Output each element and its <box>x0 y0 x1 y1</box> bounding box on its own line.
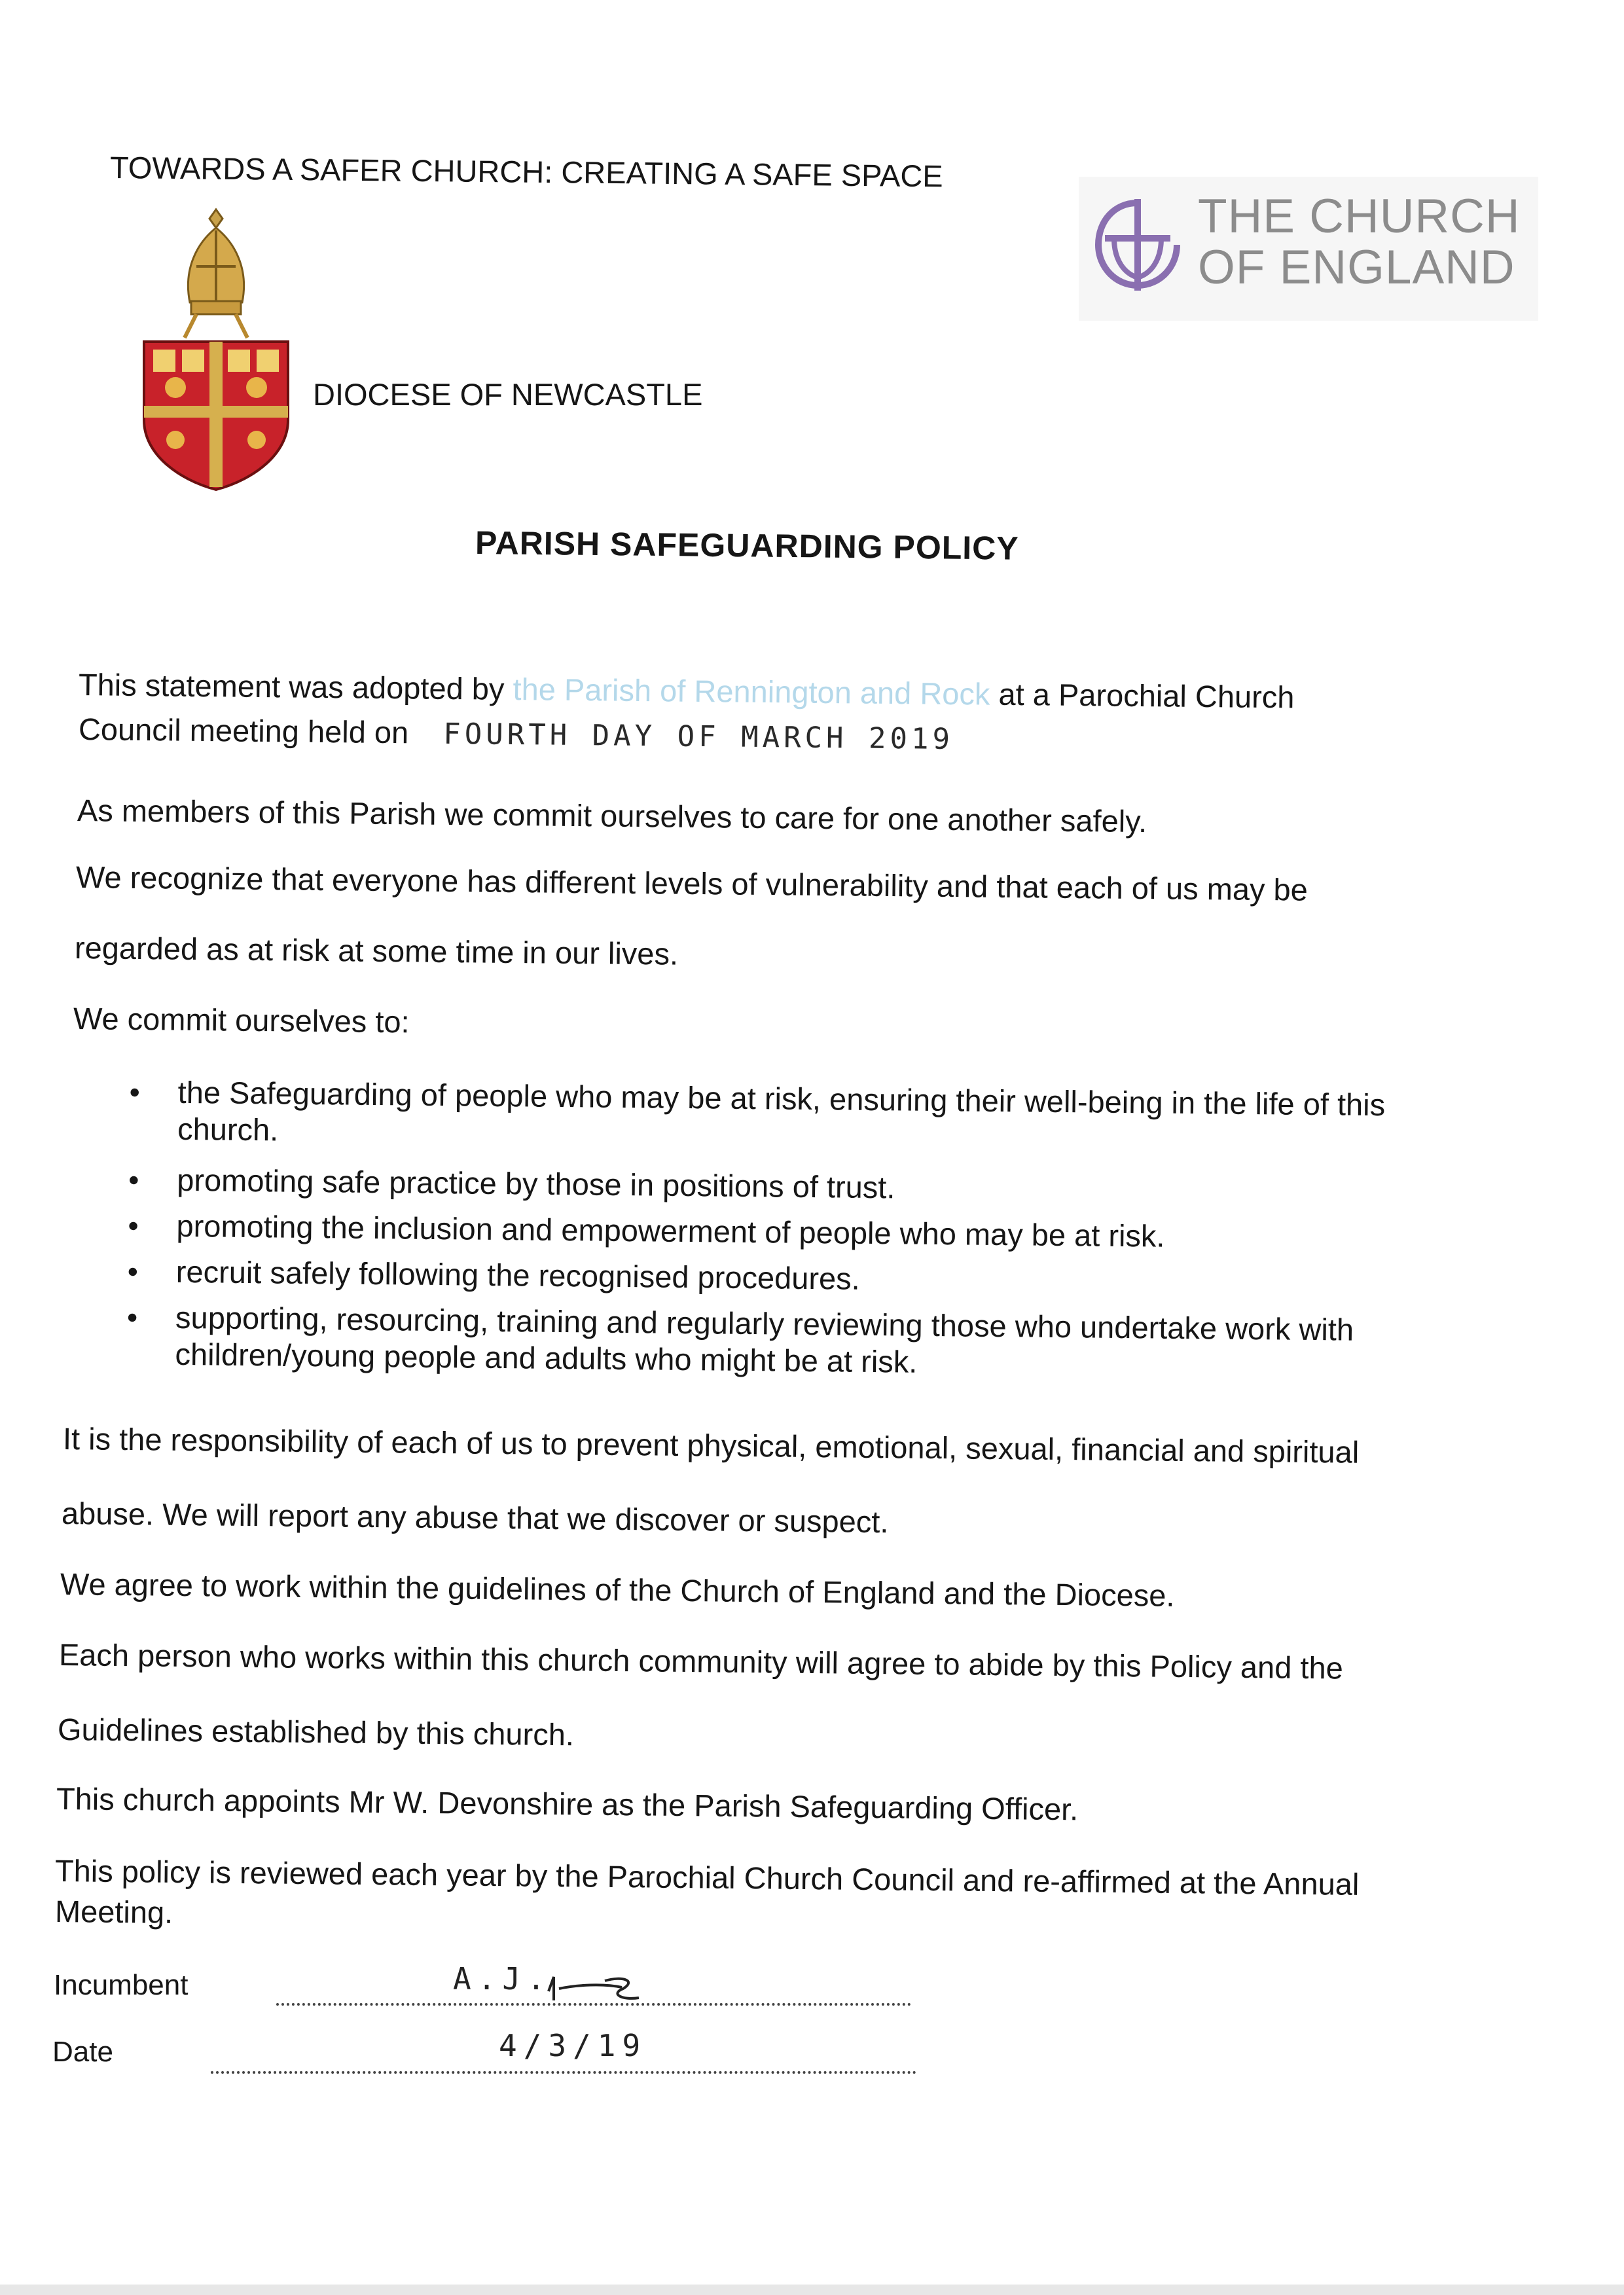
page-title: PARISH SAFEGUARDING POLICY <box>475 524 1019 567</box>
list-item <box>124 1074 1386 1160</box>
diocese-name: DIOCESE OF NEWCASTLE <box>313 377 703 412</box>
commitment-text: recruit safely following the recognised procedures. <box>175 1254 861 1296</box>
commit-to-heading: We commit ourselves to: <box>73 1001 410 1039</box>
parish-name: the Parish of Rennington and Rock <box>513 671 990 712</box>
incumbent-signature: A.J. <box>453 1961 552 1997</box>
responsibility-paragraph-line-1: It is the responsibility of each of us to prevent physical, emotional, sexual, financial and spiritual <box>62 1421 1360 1470</box>
commitment-text: supporting, resourcing, training and regularly reviewing those who undertake work with <box>175 1299 1354 1347</box>
adoption-line-2 <box>79 711 954 756</box>
date-label: Date <box>52 2036 113 2068</box>
policy-tagline: TOWARDS A SAFER CHURCH: CREATING A SAFE SPACE <box>109 150 943 194</box>
vulnerability-paragraph-line-1: We recognize that everyone has different levels of vulnerability and that each of us may be <box>75 859 1308 907</box>
commitment-text: the Safeguarding of people who may be at risk, ensuring their well-being in the life of this <box>177 1074 1386 1123</box>
list-item <box>122 1207 1384 1257</box>
commitment-text-continued: church. <box>177 1111 279 1148</box>
commitment-text: promoting the inclusion and empowerment of people who may be at risk. <box>176 1208 1165 1254</box>
responsibility-paragraph-line-2: abuse. We will report any abuse that we discover or suspect. <box>61 1496 889 1540</box>
review-paragraph-line-1: This policy is reviewed each year by the Parochial Church Council and re-affirmed at the Annual <box>54 1853 1360 1902</box>
commit-care-paragraph: As members of this Parish we commit ourselves to care for one another safely. <box>77 793 1147 839</box>
coe-logo-line-1: THE CHURCH <box>1198 190 1521 243</box>
safeguarding-officer-paragraph: This church appoints Mr W. Devonshire as the Parish Safeguarding Officer. <box>56 1781 1079 1827</box>
abide-paragraph-line-1: Each person who works within this church community will agree to abide by this Policy and the <box>58 1637 1344 1686</box>
adoption-prefix: This statement was adopted by <box>78 667 505 706</box>
diocese-crest-logo <box>131 204 301 492</box>
review-paragraph-line-2: Meeting. <box>54 1894 173 1930</box>
mitre-icon <box>185 209 247 338</box>
list-item <box>122 1253 1384 1303</box>
adoption-suffix: at a Parochial Church <box>998 676 1295 715</box>
shield-icon <box>144 342 288 490</box>
abide-paragraph-line-2: Guidelines established by this church. <box>57 1712 575 1752</box>
guidelines-paragraph: We agree to work within the guidelines of the Church of England and the Diocese. <box>60 1566 1175 1613</box>
church-of-england-logo-text <box>1198 191 1521 293</box>
adoption-line-1 <box>79 666 1295 715</box>
meeting-date-handwritten: FOURTH DAY OF MARCH 2019 <box>443 717 954 757</box>
vulnerability-paragraph-line-2: regarded as at risk at some time in our lives. <box>74 930 679 971</box>
commitments-list <box>121 1074 1385 1385</box>
date-signature-line <box>211 2071 916 2074</box>
signature-scribble-icon <box>545 1972 643 2004</box>
list-item <box>121 1299 1383 1385</box>
scan-edge <box>0 2285 1624 2295</box>
commitment-text-continued: children/young people and adults who might be at risk. <box>175 1336 918 1379</box>
meeting-label: Council meeting held on <box>78 712 409 750</box>
list-item <box>123 1161 1384 1211</box>
church-of-england-cross-icon <box>1092 195 1183 293</box>
incumbent-label: Incumbent <box>54 1969 189 2001</box>
signed-date: 4/3/19 <box>499 2028 647 2063</box>
commitment-text: promoting safe practice by those in positions of trust. <box>177 1162 895 1205</box>
coe-logo-line-2: OF ENGLAND <box>1198 241 1515 294</box>
